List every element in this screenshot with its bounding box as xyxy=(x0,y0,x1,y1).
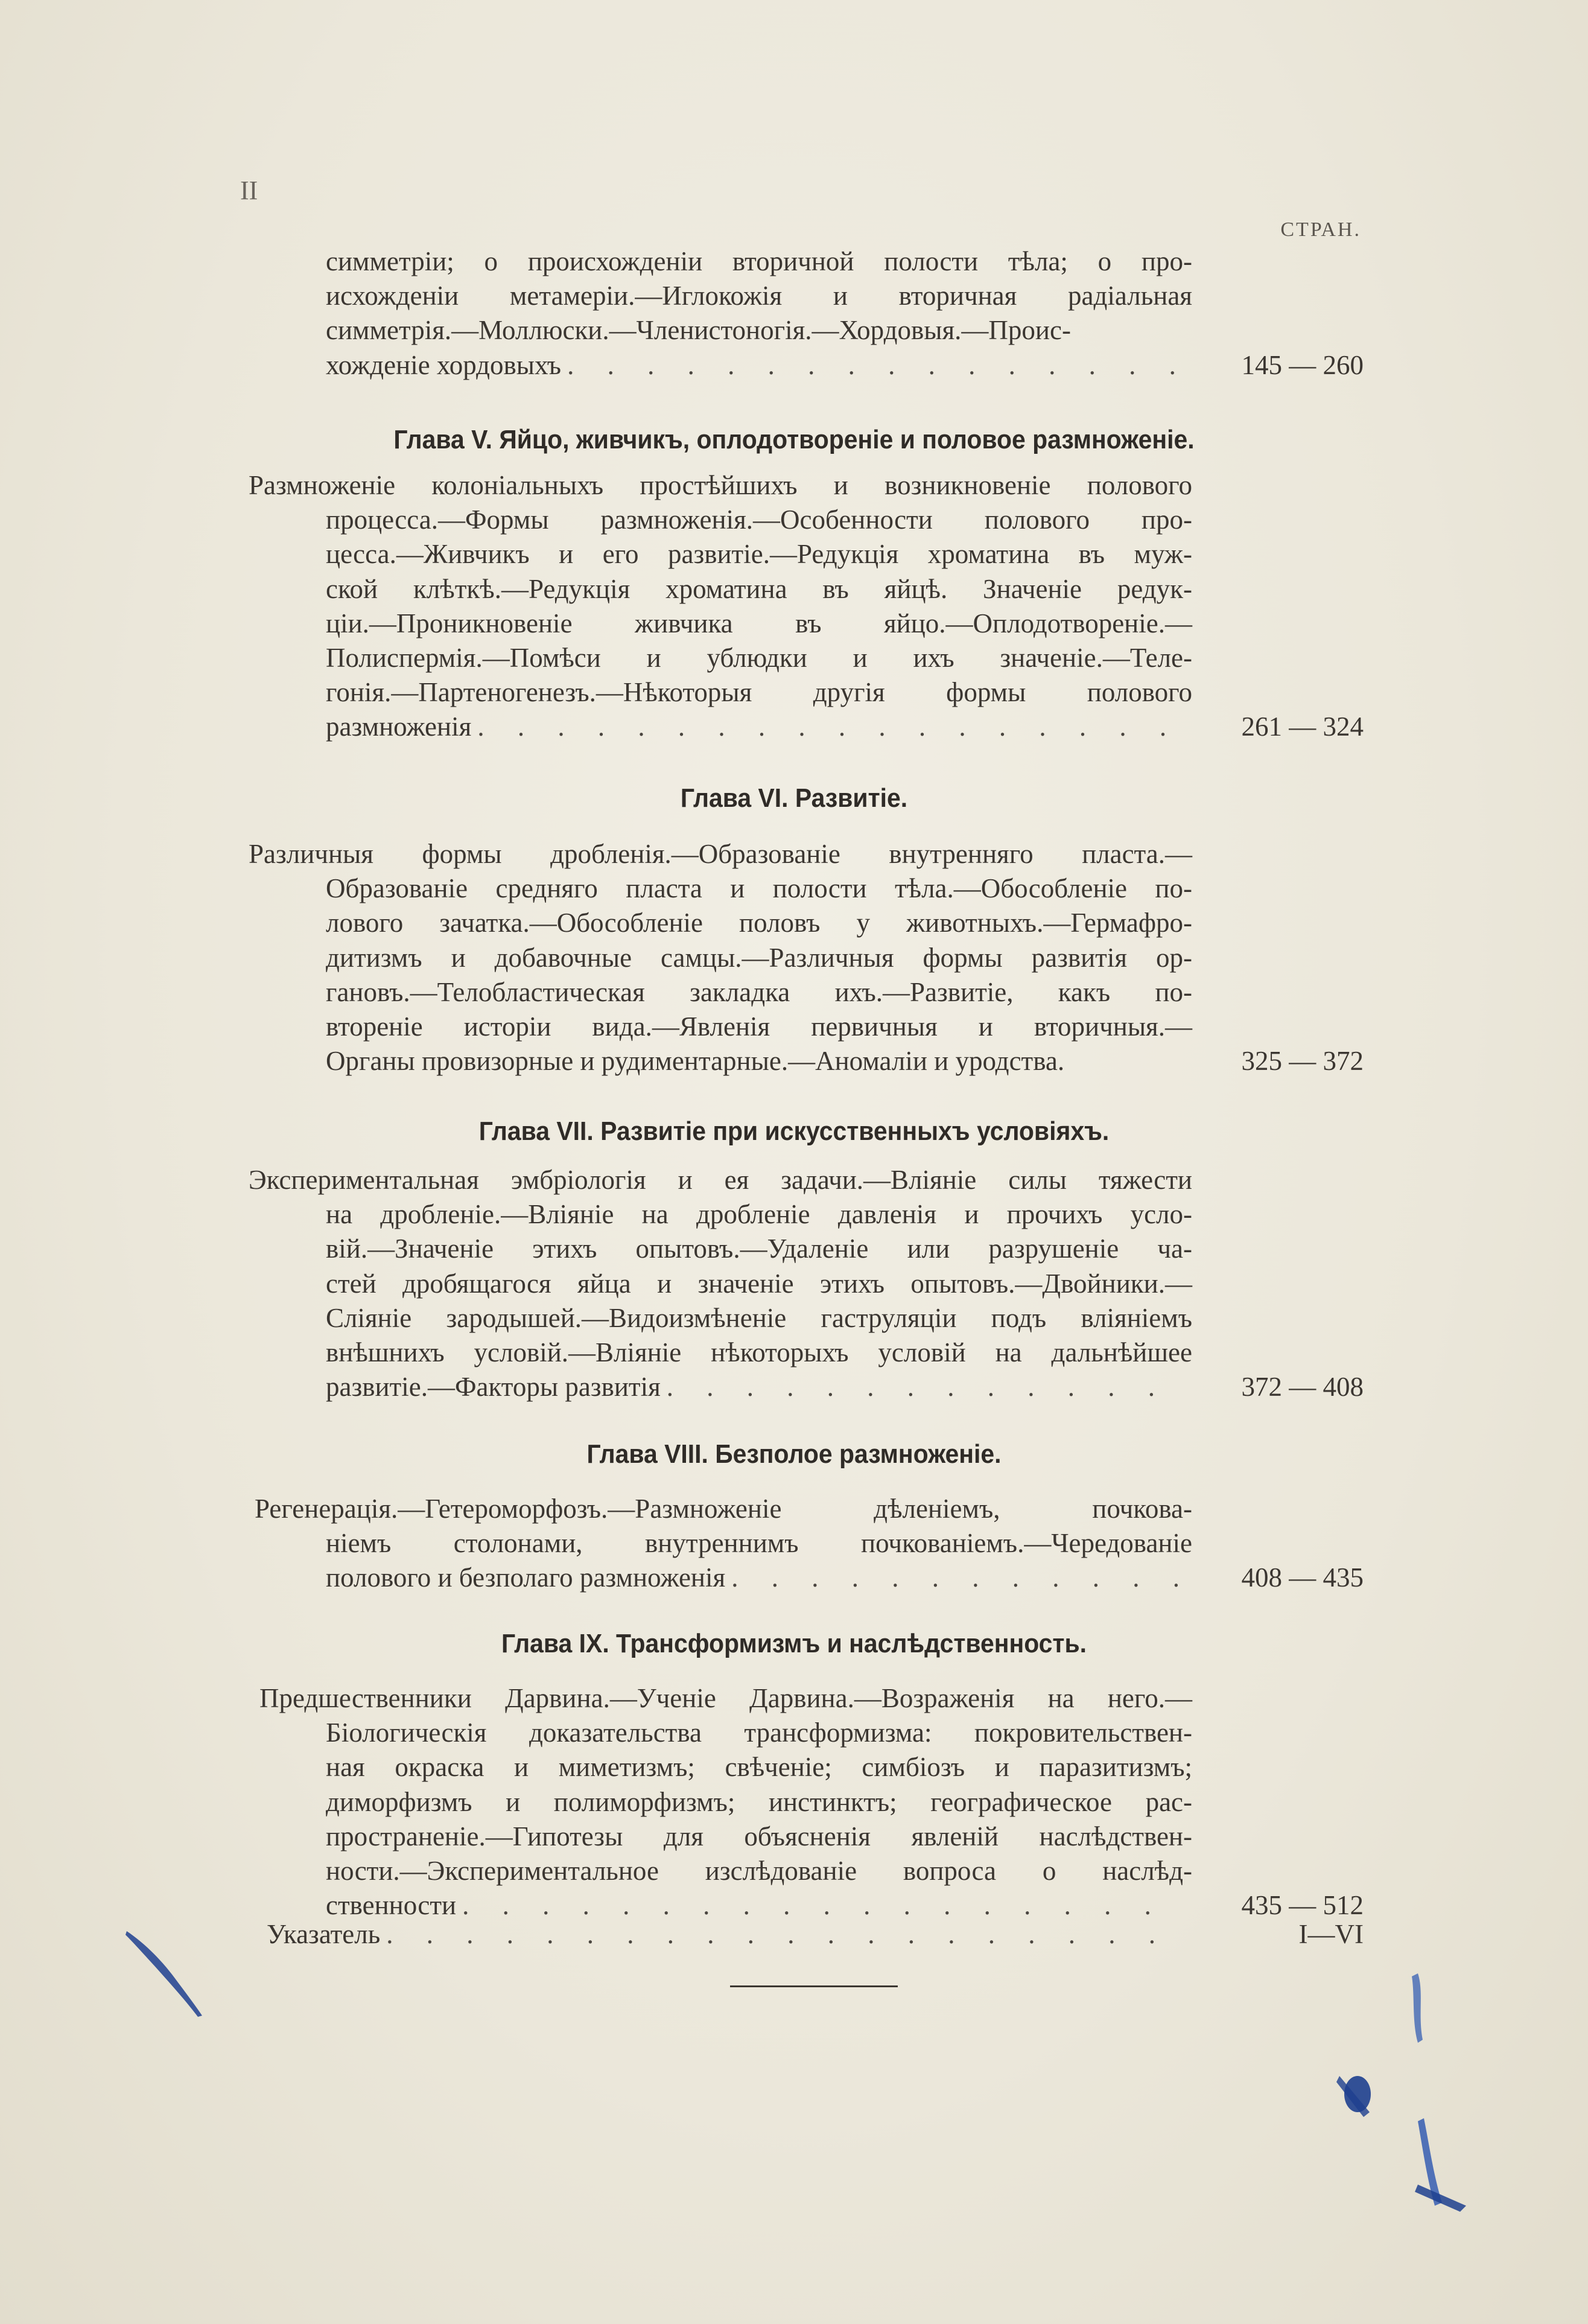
chapter-heading: Глава VI. Развитіе. xyxy=(680,783,908,813)
toc-line-last xyxy=(326,348,1192,383)
blue-ink-stain-left xyxy=(121,1925,217,2022)
toc-line: Образованіе средняго пласта и полости тѣла.—Обособленіе по- xyxy=(326,873,1192,904)
page-range: 325 — 372 xyxy=(1241,1046,1364,1077)
chapter-heading: Глава VIII. Безполое размноженіе. xyxy=(586,1439,1002,1469)
toc-line-last xyxy=(326,1369,1192,1404)
toc-line: симметріи; о происхожденіи вторичной полости тѣла; о про- xyxy=(326,246,1192,276)
chapter-heading: Глава IX. Трансформизмъ и наслѣдственность. xyxy=(501,1629,1087,1658)
toc-line: гонія.—Партеногенезъ.—Нѣкоторыя другія формы полового xyxy=(326,677,1192,708)
toc-line: ніемъ столонами, внутреннимъ почкованіемъ.—Чередованіе xyxy=(326,1528,1192,1559)
page-range: 261 — 324 xyxy=(1241,712,1364,742)
toc-line-last xyxy=(326,1560,1192,1595)
index-page-range: I—VI xyxy=(1298,1919,1364,1949)
dot-leader xyxy=(477,709,1186,744)
toc-line: цесса.—Живчикъ и его развитіе.—Редукція хроматина въ муж- xyxy=(326,539,1192,570)
dot-leader xyxy=(667,1369,1186,1404)
toc-line: Полиспермія.—Помѣси и ублюдки и ихъ значеніе.—Теле- xyxy=(326,643,1192,673)
toc-line-text: ственности xyxy=(326,1890,457,1921)
toc-line: ціи.—Проникновеніе живчика въ яйцо.—Оплодотвореніе.— xyxy=(326,608,1192,638)
toc-line: втореніе исторіи вида.—Явленія первичныя и вторичныя.— xyxy=(326,1011,1192,1042)
closing-rule xyxy=(730,1985,898,1987)
toc-line: внѣшнихъ условій.—Вліяніе нѣкоторыхъ условій на дальнѣйшее xyxy=(326,1337,1192,1367)
toc-line: Біологическія доказательства трансформизма: покровительствен- xyxy=(326,1718,1192,1748)
pages-column-header: СТРАН. xyxy=(1280,218,1361,241)
toc-line: на дробленіе.—Вліяніе на дробленіе давленія и прочихъ усло- xyxy=(326,1199,1192,1230)
toc-line-text: Органы провизорные и рудиментарные.—Аномаліи и уродства. xyxy=(326,1046,1065,1077)
index-entry xyxy=(267,1917,1192,1952)
blue-ink-stain-right xyxy=(1327,1967,1472,2221)
dot-leader xyxy=(386,1917,1186,1952)
toc-line: лового зачатка.—Обособленіе половъ у животныхъ.—Гермафро- xyxy=(326,908,1192,938)
toc-line: Экспериментальная эмбріологія и ея задачи.—Вліяніе силы тяжести xyxy=(249,1165,1192,1195)
toc-line: Сліяніе зародышей.—Видоизмѣненіе гаструляціи подъ вліяніемъ xyxy=(326,1302,1192,1333)
toc-line: симметрія.—Моллюски.—Членистоногія.—Хордовыя.—Проис- xyxy=(326,315,1071,346)
toc-line-text: развитіе.—Факторы развитія xyxy=(326,1372,661,1402)
chapter-heading: Глава VII. Развитіе при искусственныхъ условіяхъ. xyxy=(478,1116,1110,1146)
page-range: 435 — 512 xyxy=(1241,1890,1364,1921)
toc-line: гановъ.—Телобластическая закладка ихъ.—Развитіе, какъ по- xyxy=(326,976,1192,1007)
toc-line-text: хожденіе хордовыхъ xyxy=(326,349,562,380)
toc-line: Предшественники Дарвина.—Ученіе Дарвина.—Возраженія на него.— xyxy=(259,1683,1192,1713)
toc-line: вій.—Значеніе этихъ опытовъ.—Удаленіе или разрушеніе ча- xyxy=(326,1234,1192,1264)
toc-line: Регенерація.—Гетероморфозъ.—Размноженіе дѣленіемъ, почкова- xyxy=(255,1494,1192,1524)
toc-line: Различныя формы дробленія.—Образованіе внутренняго пласта.— xyxy=(249,839,1192,869)
dot-leader xyxy=(731,1560,1186,1595)
page-range: 408 — 435 xyxy=(1241,1562,1364,1593)
toc-line: диморфизмъ и полиморфизмъ; инстинктъ; географическое рас- xyxy=(326,1786,1192,1817)
chapter-heading: Глава V. Яйцо, живчикъ, оплодотвореніе и половое размноженіе. xyxy=(393,425,1195,454)
page-range: 372 — 408 xyxy=(1241,1372,1364,1402)
toc-line: ности.—Экспериментальное изслѣдованіе вопроса о наслѣд- xyxy=(326,1856,1192,1886)
toc-line-last xyxy=(326,1043,1192,1078)
toc-line-text: размноженія xyxy=(326,712,472,742)
toc-line-text: полового и безполаго размноженія xyxy=(326,1562,726,1593)
toc-line: исхожденіи метамеріи.—Иглокожія и вторичная радіальная xyxy=(326,281,1192,311)
dot-leader xyxy=(567,348,1186,383)
toc-line: процесса.—Формы размноженія.—Особенности полового про- xyxy=(326,505,1192,535)
toc-line: ная окраска и миметизмъ; свѣченіе; симбіозъ и паразитизмъ; xyxy=(326,1752,1192,1783)
page-range: 145 — 260 xyxy=(1241,349,1364,380)
toc-line: Размноженіе колоніальныхъ простѣйшихъ и возникновеніе полового xyxy=(249,470,1192,500)
index-label: Указатель xyxy=(267,1919,381,1949)
toc-line: ской клѣткѣ.—Редукція хроматина въ яйцѣ. Значеніе редук- xyxy=(326,573,1192,604)
page-folio: II xyxy=(240,176,258,205)
toc-line: пространеніе.—Гипотезы для объясненія явленій наслѣдствен- xyxy=(326,1821,1192,1851)
toc-line: стей дробящагося яйца и значеніе этихъ опытовъ.—Двойники.— xyxy=(326,1268,1192,1299)
toc-line: дитизмъ и добавочные самцы.—Различныя формы развитія ор- xyxy=(326,942,1192,973)
toc-line-last xyxy=(326,709,1192,744)
